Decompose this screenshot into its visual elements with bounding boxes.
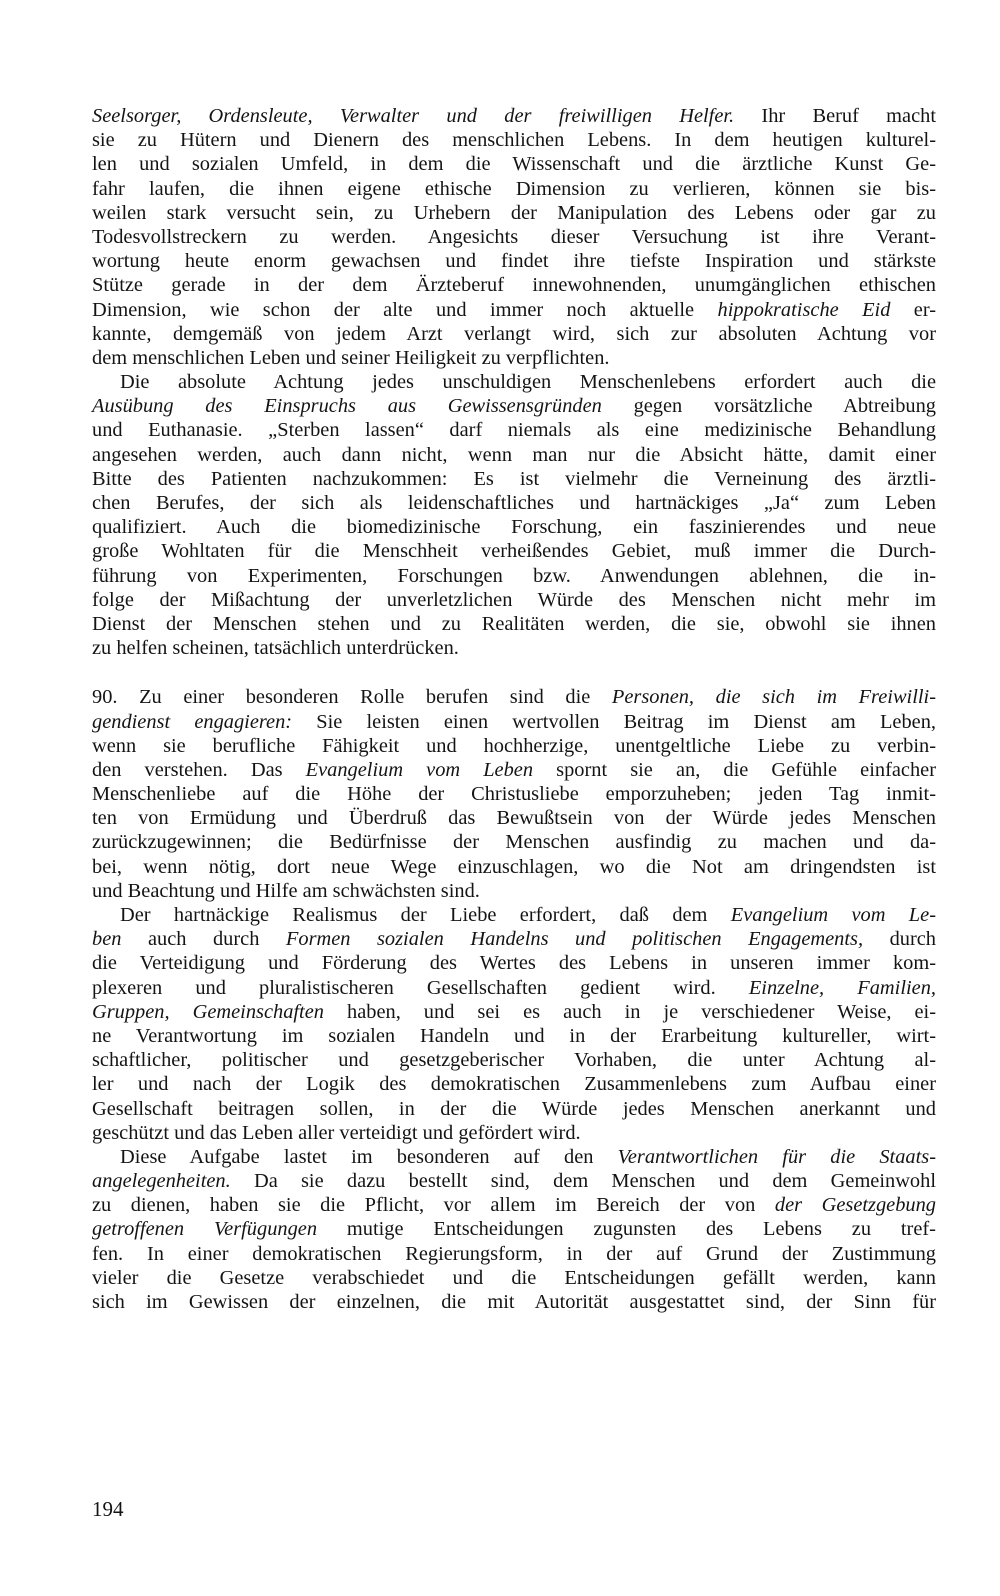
italic-phrase: Seelsorger, Ordensleute, Verwalter und der freiwilligen Helfer. [92,105,735,127]
text-run: gegen vorsätzliche Abtreibung [601,395,936,418]
italic-phrase: Evangelium vom Le- [730,904,936,926]
italic-phrase: getroffenen Verfügungen [92,1218,318,1241]
paragraph [92,370,936,660]
text-line [92,879,936,903]
text-line [92,273,936,297]
text-run: Die absolute Achtung jedes unschuldigen Menschenlebens erfordert auch die [120,371,936,394]
text-run: mutige Entscheidungen zugunsten des Lebens zu tref- [317,1218,936,1241]
italic-phrase: Verantwortlichen für die Staats- [617,1145,936,1168]
text-line [92,201,936,225]
text-run: zu dienen, haben sie die Pflicht, vor allem im Bereich der von [92,1194,775,1217]
text-line [92,588,936,612]
paragraph [92,903,936,1145]
text-line [92,128,936,152]
text-run: Da sie dazu bestellt sind, dem Menschen und dem Gemeinwohl [230,1170,936,1193]
text-line [92,710,936,734]
text-line [92,830,936,854]
text-run: spornt sie an, die Gefühle einfacher [533,758,936,781]
text-line [92,225,936,249]
text-run: len und sozialen Umfeld, in dem die Wissenschaft und die ärztliche Kunst Ge- [92,153,936,176]
text-run: vieler die Gesetze verabschiedet und die Entscheidungen gefällt werden, kann [92,1266,936,1289]
text-run: Bitte des Patienten nachzukommen: Es ist vielmehr die Verneinung des ärztli- [92,467,936,490]
text-run: Stütze gerade in der dem Ärzteberuf innewohnenden, unumgänglichen ethischen [92,274,936,297]
text-line [92,515,936,539]
text-run: führung von Experimenten, Forschungen bzw. Anwendungen ablehnen, die in- [92,564,936,587]
body-text [92,104,936,1314]
text-line [92,322,936,346]
text-line [92,685,936,709]
text-line [92,1121,936,1145]
italic-phrase: Gruppen, Gemeinschaften [92,1000,324,1023]
italic-phrase: der Gesetzgebung [774,1194,936,1217]
text-line [92,806,936,830]
text-run: schaftlicher, politischer und gesetzgeberischer Vorhaben, die unter Achtung al- [92,1049,936,1072]
text-line [92,1097,936,1121]
italic-phrase: angelegenheiten. [92,1170,231,1193]
text-line [92,1024,936,1048]
text-line [92,1290,936,1314]
text-line [92,951,936,975]
text-run: chen Berufes, der sich als leidenschaftliches und hartnäckiges „Ja“ zum Leben [92,492,936,514]
italic-phrase: Personen, die sich im Freiwilli- [611,686,936,709]
paragraph [92,1145,936,1314]
text-run: Sie leisten einen wertvollen Beitrag im Dienst am Leben, [292,710,936,733]
text-run: ler und nach der Logik des demokratischen Zusammenlebens zum Aufbau einer [92,1073,936,1096]
text-line [92,467,936,491]
text-run: 90. Zu einer besonderen Rolle berufen sind die [92,686,612,709]
text-line [92,491,936,515]
text-run: er- [890,298,936,321]
text-line [92,249,936,273]
italic-phrase: Evangelium vom Leben [305,758,534,781]
italic-phrase: Ausübung des Einspruchs aus Gewissensgründen [92,395,602,418]
text-line [92,1072,936,1096]
text-run: auch durch [121,928,286,951]
text-line [92,418,936,442]
text-line [92,758,936,782]
text-run: wortung heute enorm gewachsen und findet ihre tiefste Inspiration und stärkste [92,250,936,273]
text-line [92,346,936,370]
text-line [92,927,936,951]
text-line [92,1193,936,1217]
text-line [92,903,936,927]
text-run: Dienst der Menschen stehen und zu Realitäten werden, die sie, obwohl sie ihnen [92,612,936,635]
text-line [92,298,936,322]
text-run: Der hartnäckige Realismus der Liebe erfordert, daß dem [120,904,731,926]
text-run: sie zu Hütern und Dienern des menschlichen Lebens. In dem heutigen kulturel- [92,129,936,152]
text-line [92,976,936,1000]
text-line [92,104,936,128]
text-run: und Euthanasie. „Sterben lassen“ darf niemals als eine medizinische Behandlung [92,419,936,442]
text-run: qualifiziert. Auch die biomedizinische Forschung, ein faszinierendes und neue [92,516,936,539]
italic-phrase: ben [92,928,122,951]
text-run: zurückzugewinnen; die Bedürfnisse der Menschen ausfindig zu machen und da- [92,831,936,854]
text-run: den verstehen. Das [92,758,306,781]
text-run: große Wohltaten für die Menschheit verheißendes Gebiet, muß immer die Durch- [92,540,936,563]
text-line [92,612,936,636]
text-line [92,564,936,588]
text-line [92,1145,936,1169]
text-run: Diese Aufgabe lastet im besonderen auf den [120,1145,618,1168]
text-run: die Verteidigung und Förderung des Wertes des Lebens in unseren immer kom- [92,952,936,975]
italic-phrase: gendienst engagieren: [92,710,293,733]
text-line [92,782,936,806]
italic-phrase: Einzelne, Familien, [748,976,936,999]
paragraph [92,685,936,903]
text-line [92,1242,936,1266]
text-run: ten von Ermüdung und Überdruß das Bewußtsein von der Würde jedes Menschen [92,807,936,830]
page-number: 194 [92,1497,124,1521]
text-line [92,177,936,201]
text-run: zu helfen scheinen, tatsächlich unterdrücken. [92,637,459,660]
text-run: dem menschlichen Leben und seiner Heiligkeit zu verpflichten. [92,346,610,369]
italic-phrase: hippokratische Eid [717,298,891,321]
text-run: angesehen werden, auch dann nicht, wenn man nur die Absicht hätte, damit einer [92,443,936,466]
text-run: Ihr Beruf macht [734,105,936,127]
text-run: und Beachtung und Hilfe am schwächsten sind. [92,879,480,902]
text-line [92,539,936,563]
text-run: sich im Gewissen der einzelnen, die mit Autorität ausgestattet sind, der Sinn für [92,1291,936,1313]
text-line [92,734,936,758]
text-line [92,1048,936,1072]
text-run: Todesvollstreckern zu werden. Angesichts dieser Versuchung ist ihre Verant- [92,225,936,248]
text-run: Gesellschaft beitragen sollen, in der die Würde jedes Menschen anerkannt und [92,1097,936,1120]
text-run: bei, wenn nötig, dort neue Wege einzuschlagen, wo die Not am dringendsten ist [92,855,936,878]
text-run: ne Verantwortung im sozialen Handeln und in der Erarbeitung kultureller, wirt- [92,1024,936,1047]
text-run: haben, und sei es auch in je verschiedener Weise, ei- [323,1000,937,1023]
text-line [92,855,936,879]
text-line [92,443,936,467]
text-run: fen. In einer demokratischen Regierungsform, in der auf Grund der Zustimmung [92,1242,936,1265]
text-run: folge der Mißachtung der unverletzlichen Würde des Menschen nicht mehr im [92,588,936,611]
text-run: durch [863,928,937,951]
text-line [92,1266,936,1290]
text-run: wenn sie berufliche Fähigkeit und hochherzige, unentgeltliche Liebe zu verbin- [92,734,936,757]
text-line [92,394,936,418]
text-line [92,1169,936,1193]
text-run: Menschenliebe auf die Höhe der Christusliebe emporzuheben; jeden Tag inmit- [92,783,936,806]
text-run: plexeren und pluralistischeren Gesellschaften gedient wird. [92,976,749,999]
paragraph [92,104,936,370]
text-run: Dimension, wie schon der alte und immer noch aktuelle [92,298,718,321]
text-line [92,1217,936,1241]
text-line [92,152,936,176]
text-line [92,636,936,660]
text-run: fahr laufen, die ihnen eigene ethische Dimension zu verlieren, können sie bis- [92,177,936,200]
text-line [92,370,936,394]
text-run: weilen stark versucht sein, zu Urhebern der Manipulation des Lebens oder gar zu [92,201,936,224]
text-run: kannte, demgemäß von jedem Arzt verlangt wird, sich zur absoluten Achtung vor [92,322,936,345]
italic-phrase: Formen sozialen Handelns und politischen Engagements, [285,928,864,951]
paragraph-gap [92,660,936,685]
text-run: geschützt und das Leben aller verteidigt und gefördert wird. [92,1121,581,1144]
text-line [92,1000,936,1024]
